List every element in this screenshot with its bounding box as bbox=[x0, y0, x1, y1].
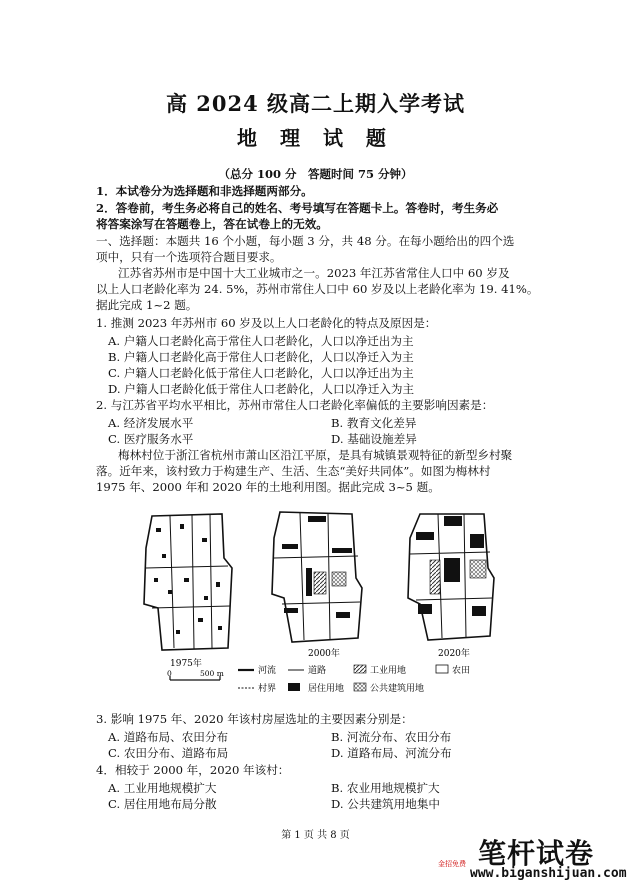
passage2-line-1: 梅林村位于浙江省杭州市萧山区沿江平原，是具有城镇景观特征的新型乡村聚 bbox=[118, 448, 513, 462]
q3-option-d: D. 道路布局、河流分布 bbox=[331, 746, 452, 760]
q4-option-d: D. 公共建筑用地集中 bbox=[331, 797, 441, 811]
exam-subtitle: 地 理 试 题 bbox=[237, 126, 394, 150]
scale-bar bbox=[167, 669, 224, 680]
legend-industrial: 工业用地 bbox=[370, 666, 407, 676]
legend-boundary: 村界 bbox=[258, 684, 277, 694]
watermark-logo: 金招免费 bbox=[438, 860, 466, 868]
q1-stem: 1. 推测 2023 年苏州市 60 岁及以上人口老龄化的特点及原因是： bbox=[96, 316, 437, 330]
map-2020 bbox=[408, 514, 494, 640]
watermark-brand: 笔杆试卷 bbox=[478, 837, 595, 870]
exam-meta: （总分 100 分 答题时间 75 分钟） bbox=[218, 167, 413, 181]
q2-option-d: D. 基础设施差异 bbox=[331, 432, 417, 446]
passage2-line-3: 1975 年、2000 年和 2020 年的土地利用图。据此完成 3~5 题。 bbox=[96, 480, 440, 494]
q4-option-c: C. 居住用地布局分散 bbox=[108, 797, 217, 811]
section-instruction-2: 项中，只有一个选项符合题目要求。 bbox=[96, 250, 282, 264]
map-label-1975: 1975年 bbox=[170, 659, 202, 669]
q3-stem: 3. 影响 1975 年、2020 年该村房屋选址的主要因素分别是： bbox=[96, 712, 413, 726]
scale-zero: 0 bbox=[167, 669, 172, 678]
q1-option-b: B. 户籍人口老龄化高于常住人口老龄化，人口以净迁入为主 bbox=[108, 350, 414, 364]
q4-option-a: A. 工业用地规模扩大 bbox=[108, 781, 217, 795]
q2-option-b: B. 教育文化差异 bbox=[331, 416, 417, 430]
q2-option-c: C. 医疗服务水平 bbox=[108, 432, 194, 446]
watermark-url: www.biganshijuan.com bbox=[470, 866, 627, 881]
q3-option-b: B. 河流分布、农田分布 bbox=[331, 730, 452, 744]
q1-option-a: A. 户籍人口老龄化高于常住人口老龄化，人口以净迁出为主 bbox=[108, 334, 414, 348]
legend-road: 道路 bbox=[308, 666, 327, 676]
passage1-line-3: 据此完成 1~2 题。 bbox=[96, 298, 198, 312]
q3-option-c: C. 农田分布、道路布局 bbox=[108, 746, 229, 760]
q4-stem: 4．相较于 2000 年，2020 年该村： bbox=[96, 763, 290, 777]
map-label-2020: 2020年 bbox=[438, 649, 470, 659]
map-label-2000: 2000年 bbox=[308, 649, 340, 659]
q3-option-a: A. 道路布局、农田分布 bbox=[108, 730, 229, 744]
passage1-line-1: 江苏省苏州市是中国十大工业城市之一。2023 年江苏省常住人口中 60 岁及 bbox=[118, 266, 510, 280]
scale-distance: 500 m bbox=[200, 669, 224, 678]
map-2000 bbox=[272, 512, 362, 642]
land-use-figure bbox=[132, 508, 512, 698]
section-instruction-1: 一、选择题：本题共 16 个小题，每小题 3 分，共 48 分。在每小题给出的四个选 bbox=[96, 234, 515, 248]
q2-option-a: A. 经济发展水平 bbox=[108, 416, 194, 430]
passage2-line-2: 落。近年来，该村致力于构建生产、生活、生态“美好共同体”。如图为梅林村 bbox=[96, 464, 491, 478]
note-1: 1．本试卷分为选择题和非选择题两部分。 bbox=[96, 184, 313, 198]
legend bbox=[238, 664, 470, 694]
exam-title: 高 2024 级高二上期入学考试 bbox=[165, 91, 466, 116]
q2-stem: 2. 与江苏省平均水平相比，苏州市常住人口老龄化率偏低的主要影响因素是： bbox=[96, 398, 494, 412]
legend-farmland: 农田 bbox=[452, 666, 471, 676]
legend-river: 河流 bbox=[258, 666, 277, 676]
page-footer: 第 1 页 共 8 页 bbox=[281, 830, 350, 841]
q1-option-d: D. 户籍人口老龄化低于常住人口老龄化，人口以净迁入为主 bbox=[108, 382, 415, 396]
legend-public-building: 公共建筑用地 bbox=[370, 684, 425, 694]
q1-option-c: C. 户籍人口老龄化低于常住人口老龄化，人口以净迁出为主 bbox=[108, 366, 414, 380]
legend-residential: 居住用地 bbox=[308, 684, 345, 694]
passage1-line-2: 以上人口老龄化率为 24. 5%，苏州市常住人口中 60 岁及以上老龄化率为 19. 41%。 bbox=[96, 282, 539, 296]
note-2: 2．答卷前，考生务必将自己的姓名、考号填写在答题卡上。答卷时，考生务必 bbox=[96, 201, 499, 215]
map-1975 bbox=[144, 514, 232, 650]
note-3: 将答案涂写在答题卷上，答在试卷上的无效。 bbox=[96, 217, 328, 231]
q4-option-b: B. 农业用地规模扩大 bbox=[331, 781, 440, 795]
